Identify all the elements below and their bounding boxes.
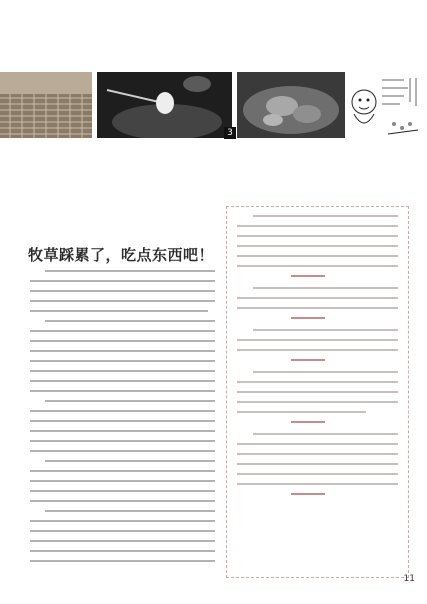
quote-block [237,329,398,361]
quote-attribution [291,317,325,319]
quote-attribution [291,275,325,277]
reader-quotes-box [226,206,409,578]
quote-block [237,371,398,423]
quote-attribution [291,493,325,495]
article-headline: 牧草踩累了，吃点东西吧！ [28,246,215,264]
grill-photo [0,72,92,138]
comic-illustration [348,72,427,138]
quote-attribution [291,421,325,423]
quote-block [237,215,398,277]
page-footer [404,574,415,584]
grilled-meat-photo [237,72,345,138]
page-number: 11 [403,574,415,584]
article-body-text [30,270,215,570]
marshmallow-roasting-photo [97,72,232,138]
quote-attribution [291,359,325,361]
quote-block [237,287,398,319]
quote-block [237,433,398,495]
photo-number-badge: 3 [224,127,236,139]
